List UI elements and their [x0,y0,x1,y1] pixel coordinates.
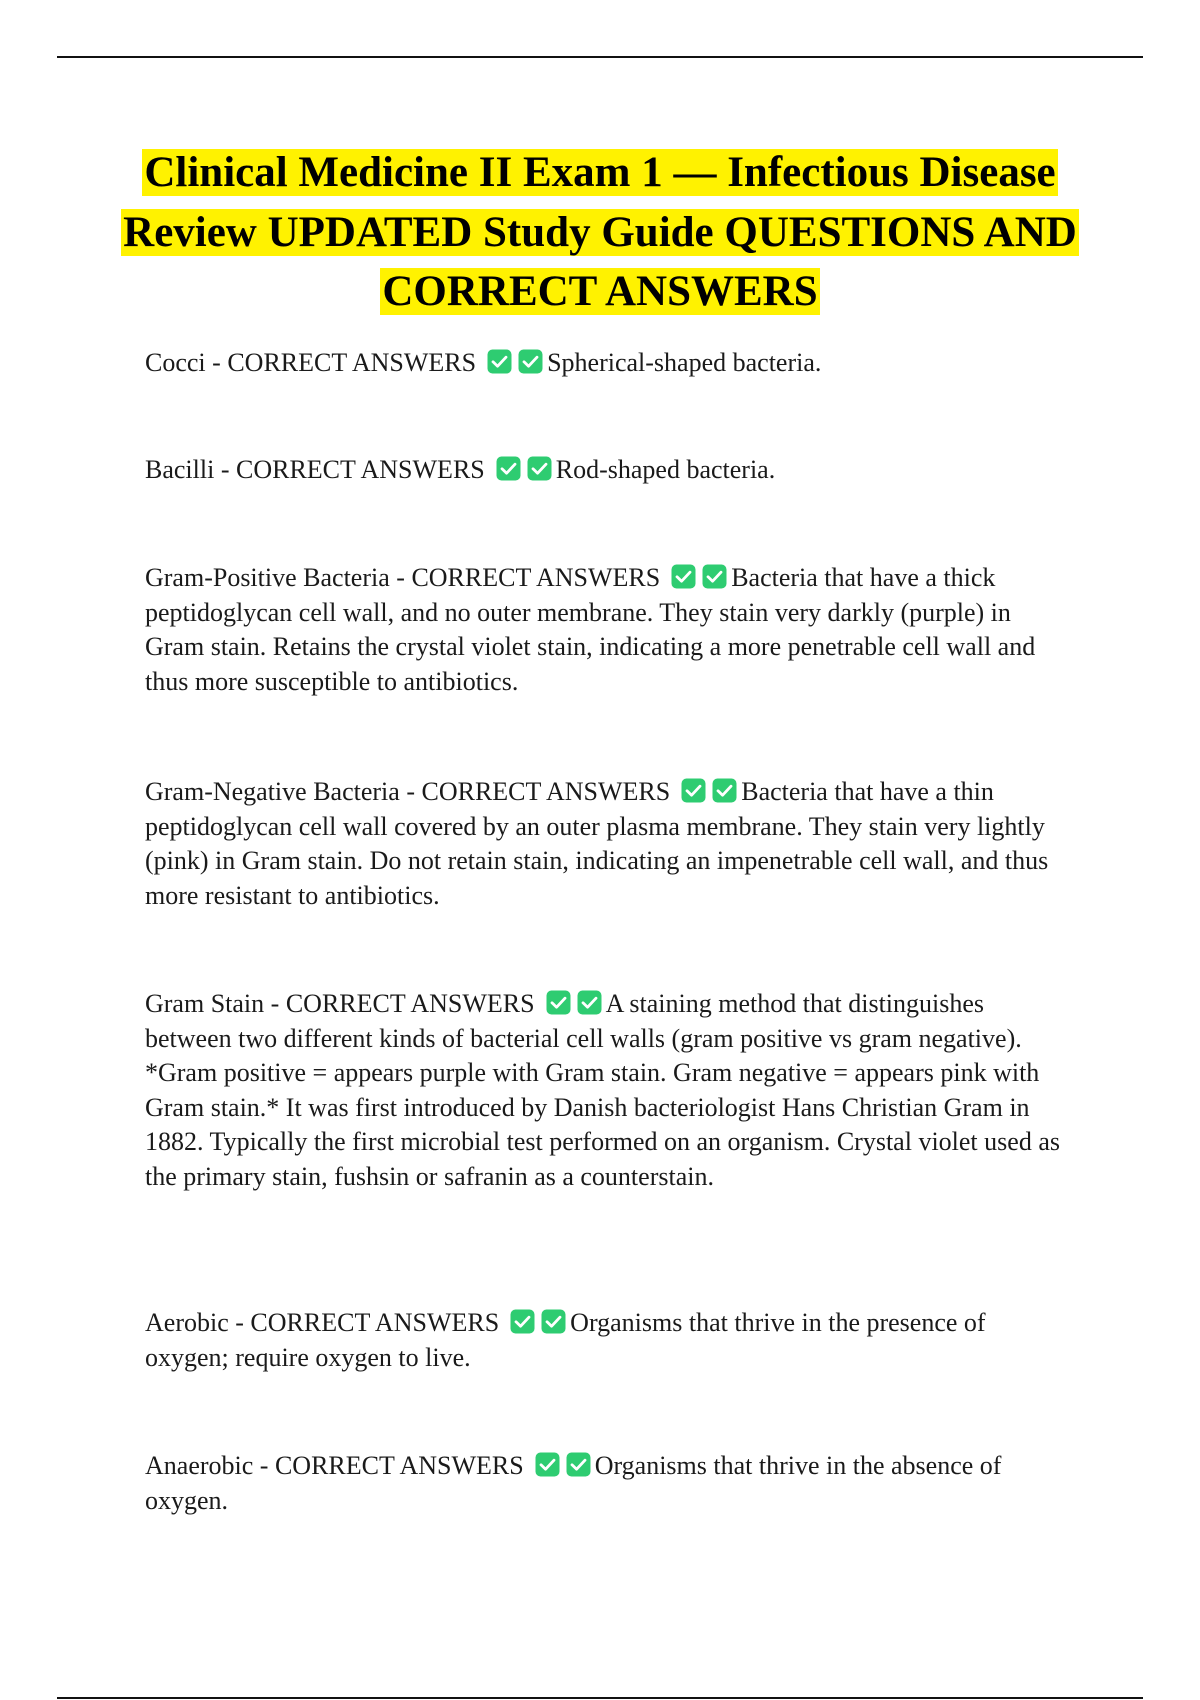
title-highlight: Clinical Medicine II Exam 1 — Infectious Disease Review UPDATED Study Guide QUESTIONS AND CORRECT ANSWERS [123,149,1077,315]
check-mark-icon [510,1309,535,1334]
check-mark-icon [671,564,696,589]
entry-term: Cocci [145,348,206,377]
qa-entry-bacilli: Bacilli - CORRECT ANSWERS Rod-shaped bacteria. [145,455,776,484]
entry-term: Gram-Negative Bacteria [145,777,400,806]
entry-answer: Spherical-shaped bacteria. [547,348,822,377]
check-mark-icon [712,778,737,803]
entry-answer: Bacteria that have a thin peptidoglycan cell wall covered by an outer plasma membrane. They stain very lightly (pink) in Gram stain. Do not retain stain, indicating an impenetrable cell wall, and thus more resistant to antibiotics. [145,777,1049,910]
entry-term: Aerobic [145,1308,229,1337]
entry-answer: Bacteria that have a thick peptidoglycan cell wall, and no outer membrane. They stain very darkly (purple) in Gram stain. Retains the crystal violet stain, indicating a more penetrable cell wall and thus more susceptible to antibiotics. [145,563,1036,696]
document-title [100,143,1100,322]
answer-marker: CORRECT ANSWERS [411,563,661,592]
qa-entry-gram-positive: Gram-Positive Bacteria - CORRECT ANSWERS Bacteria that have a thick peptidoglycan cell wall, and no outer membrane. They stain very darkly (purple) in Gram stain. Retains the crystal violet stain, indicating a more penetrable cell wall and thus more susceptible to antibiotics. [145,563,1036,696]
answer-marker: CORRECT ANSWERS [236,455,485,484]
answer-marker: CORRECT ANSWERS [285,989,535,1018]
entry-answer: Rod-shaped bacteria. [555,455,776,484]
qa-entry-aerobic: Aerobic - CORRECT ANSWERS Organisms that thrive in the presence of oxygen; require oxygen to live. [145,1308,986,1372]
qa-entry-cocci: Cocci - CORRECT ANSWERS Spherical-shaped bacteria. [145,348,822,377]
entry-answer: A staining method that distinguishes between two different kinds of bacterial cell walls (gram positive vs gram negative). *Gram positive = appears purple with Gram stain. Gram negative = appears pink with Gram stain.* It was first introduced by Danish bacteriologist Hans Christian Gram in 1882. Typically the first microbial test performed on an organism. Crystal violet used as the primary stain, fushsin or safranin as a counterstain. [145,989,1060,1191]
bottom-rule [57,1697,1143,1699]
check-mark-icon [546,990,571,1015]
check-mark-icon [566,1452,591,1477]
entry-term: Gram Stain [145,989,265,1018]
check-mark-icon [541,1309,566,1334]
check-mark-icon [535,1452,560,1477]
top-rule [57,56,1143,58]
entry-answer: Organisms that thrive in the absence of oxygen. [145,1451,1002,1515]
check-mark-icon [577,990,602,1015]
entry-term: Bacilli [145,455,215,484]
qa-entry-anaerobic: Anaerobic - CORRECT ANSWERS Organisms that thrive in the absence of oxygen. [145,1451,1002,1515]
answer-marker: CORRECT ANSWERS [274,1451,524,1480]
check-mark-icon [518,349,543,374]
qa-entry-gram-stain: Gram Stain - CORRECT ANSWERS A staining method that distinguishes between two different kinds of bacterial cell walls (gram positive vs gram negative). *Gram positive = appears purple with Gram stain. Gram negative = appears pink with Gram stain.* It was first introduced by Danish bacteriologist Hans Christian Gram in 1882. Typically the first microbial test performed on an organism. Crystal violet used as the primary stain, fushsin or safranin as a counterstain. [145,989,1060,1191]
check-mark-icon [527,456,552,481]
entry-term: Gram-Positive Bacteria [145,563,390,592]
check-mark-icon [496,456,521,481]
check-mark-icon [702,564,727,589]
answer-marker: CORRECT ANSWERS [250,1308,500,1337]
entry-term: Anaerobic [145,1451,254,1480]
answer-marker: CORRECT ANSWERS [227,348,477,377]
qa-entry-gram-negative: Gram-Negative Bacteria - CORRECT ANSWERS Bacteria that have a thin peptidoglycan cell wall covered by an outer plasma membrane. They stain very lightly (pink) in Gram stain. Do not retain stain, indicating an impenetrable cell wall, and thus more resistant to antibiotics. [145,777,1049,910]
check-mark-icon [487,349,512,374]
entry-answer: Organisms that thrive in the presence of oxygen; require oxygen to live. [145,1308,986,1372]
check-mark-icon [681,778,706,803]
answer-marker: CORRECT ANSWERS [421,777,671,806]
